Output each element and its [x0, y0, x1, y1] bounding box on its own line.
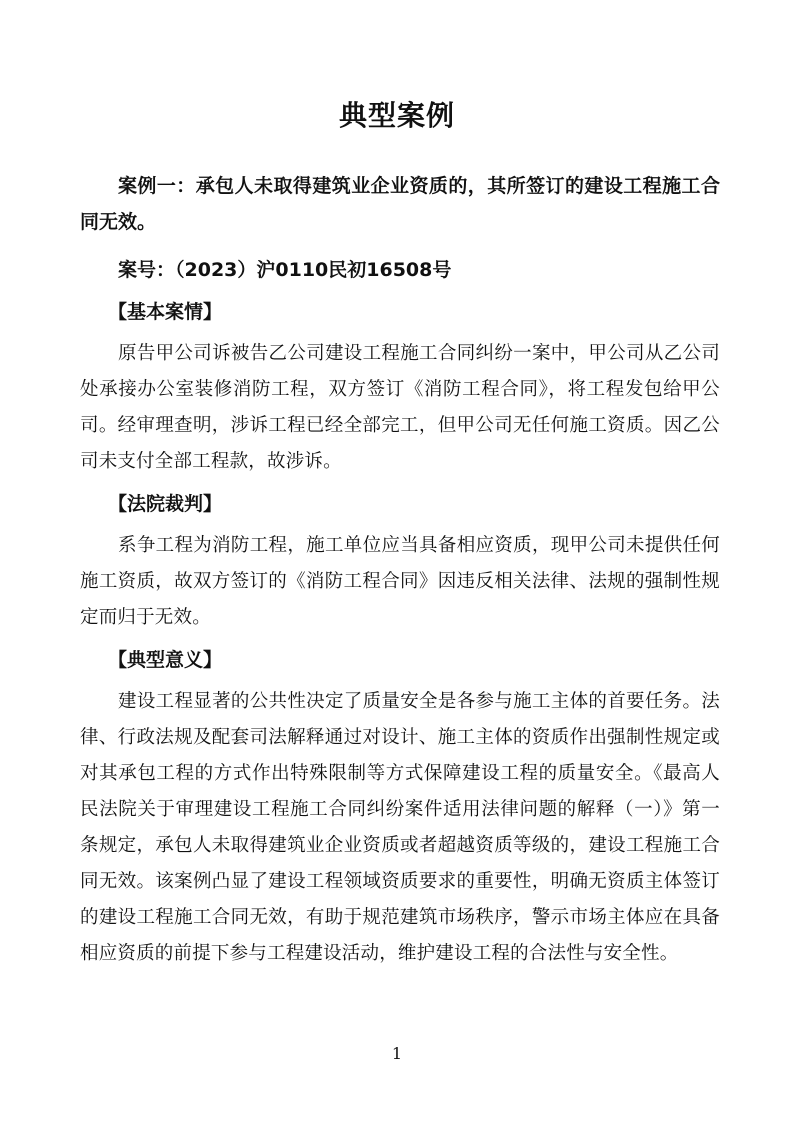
- section-heading: 【法院裁判】: [108, 493, 223, 515]
- case-number: 案号：（2023）沪0110民初16508号: [118, 259, 452, 281]
- section-paragraph: 原告甲公司诉被告乙公司建设工程施工合同纠纷一案中，甲公司从乙公司处承接办公室装修消防工程，双方签订《消防工程合同》，将工程发包给甲公司。经审理查明，涉诉工程已经全部完工，但甲公司无任何施工资质。因乙公司未支付全部工程款，故涉诉。: [80, 343, 720, 472]
- section-heading: 【典型意义】: [108, 649, 223, 671]
- case-heading: 案例一：承包人未取得建筑业企业资质的，其所签订的建设工程施工合同无效。: [80, 175, 720, 233]
- document-body: [80, 168, 720, 972]
- page-title: 典型案例: [338, 99, 455, 132]
- section-basic-facts: [80, 294, 720, 480]
- section-heading: 【基本案情】: [108, 301, 223, 323]
- section-paragraph: 建设工程显著的公共性决定了质量安全是各参与施工主体的首要任务。法律、行政法规及配套司法解释通过对设计、施工主体的资质作出强制性规定或对其承包工程的方式作出特殊限制等方式保障建设工程的质量安全。《最高人民法院关于审理建设工程施工合同纠纷案件适用法律问题的解释（一）》第一条规定，承包人未取得建筑业企业资质或者超越资质等级的，建设工程施工合同无效。该案例凸显了建设工程领域资质要求的重要性，明确无资质主体签订的建设工程施工合同无效，有助于规范建筑市场秩序，警示市场主体应在具备相应资质的前提下参与工程建设活动，维护建设工程的合法性与安全性。: [80, 691, 720, 964]
- page-number: 1: [391, 1044, 403, 1063]
- section-significance: [80, 642, 720, 972]
- section-paragraph: 系争工程为消防工程，施工单位应当具备相应资质，现甲公司未提供任何施工资质，故双方签订的《消防工程合同》因违反相关法律、法规的强制性规定而归于无效。: [80, 535, 720, 628]
- section-court-ruling: [80, 486, 720, 636]
